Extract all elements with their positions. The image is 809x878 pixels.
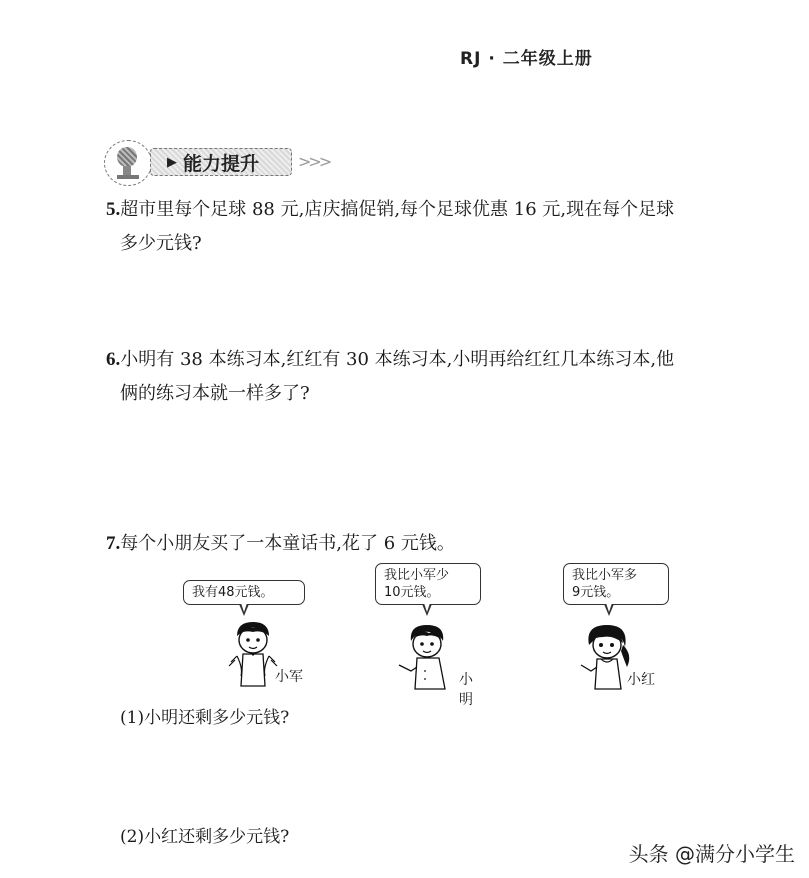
question-text-cont: 俩的练习本就一样多了? — [120, 383, 310, 404]
speech-text-line1: 我比小军多 — [572, 568, 638, 583]
boy-illustration-icon — [397, 621, 457, 691]
thinker-icon — [104, 140, 152, 186]
question-6 — [106, 343, 726, 411]
question-7 — [106, 527, 726, 561]
section-title-text: 能力提升 — [183, 152, 260, 175]
speech-text-line2: 10元钱。 — [384, 585, 440, 600]
chevrons-icon: >>> — [298, 152, 330, 171]
subquestion-2: (2)小红还剩多少元钱? — [120, 827, 290, 847]
subquestion-1: (1)小明还剩多少元钱? — [120, 708, 290, 728]
speech-text: 我有48元钱。 — [192, 585, 274, 600]
character-name: 小红 — [627, 672, 655, 688]
speech-bubble — [375, 563, 481, 605]
question-number: 5. — [106, 199, 121, 220]
section-badge — [104, 140, 334, 184]
speech-text-line1: 我比小军少 — [384, 568, 450, 583]
character-xiaohong — [563, 563, 669, 688]
question-text: 超市里每个足球 88 元,店庆搞促销,每个足球优惠 16 元,现在每个足球 — [120, 199, 675, 220]
question-5 — [106, 193, 726, 261]
play-arrow-icon: ▶ — [167, 154, 177, 170]
question-text: 每个小朋友买了一本童话书,花了 6 元钱。 — [120, 533, 455, 554]
speech-bubble — [563, 563, 669, 605]
watermark: 头条 @满分小学生 — [628, 842, 795, 866]
character-name: 小明 — [459, 672, 473, 708]
page-header: RJ · 二年级上册 — [460, 49, 593, 69]
character-xiaojun — [183, 580, 305, 685]
character-name: 小军 — [275, 669, 303, 685]
character-xiaoming — [375, 563, 481, 708]
section-title — [150, 148, 292, 176]
speech-bubble — [183, 580, 305, 605]
question-text: 小明有 38 本练习本,红红有 30 本练习本,小明再给红红几本练习本,他 — [120, 349, 675, 370]
question-number: 7. — [106, 533, 121, 554]
question-number: 6. — [106, 349, 121, 370]
question-text-cont: 多少元钱? — [120, 233, 202, 254]
boy-illustration-icon — [223, 618, 283, 688]
speech-text-line2: 9元钱。 — [572, 585, 620, 600]
